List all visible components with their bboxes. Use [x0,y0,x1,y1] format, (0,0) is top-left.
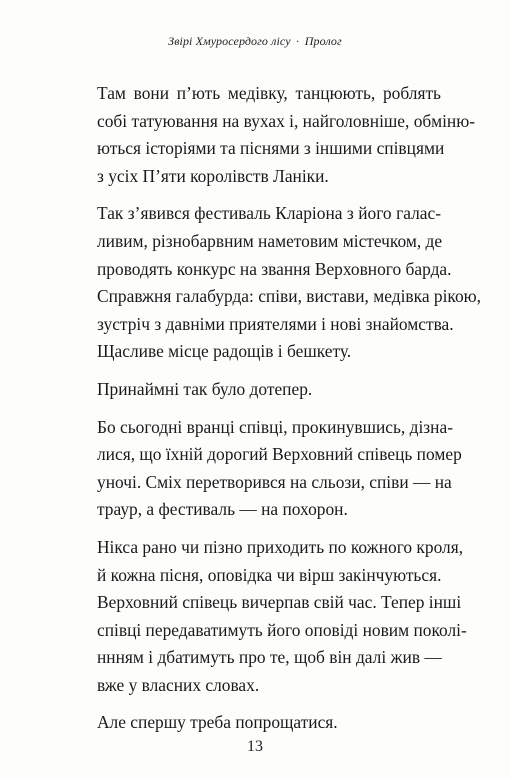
text-line: проводять конкурс на звання Верховного барда. [97,258,452,279]
text-line: ннням і дбатимуть про те, щоб він далі жив — [97,647,442,668]
text-line: лися, що їхній дорогий Верховний співець помер [97,444,462,465]
text-line: траур, а фестиваль — на похорон. [97,499,348,520]
running-head-separator: · [295,34,300,48]
running-head [0,34,510,49]
text-line: ливим, різнобарвним наметовим містечком, де [97,230,443,251]
body-text [87,80,482,747]
text-line: ються історіями та піснями з іншими співцями [97,138,445,159]
text-line: Принаймні так було дотепер. [97,378,313,399]
text-line: Справжня галабурда: співи, вистави, медівка рікою, [97,286,482,307]
paragraph [87,414,462,524]
text-line: Там вони п’ють медівку, танцюють, роблять [97,83,441,103]
text-line: уночі. Сміх перетворився на сльози, співи — на [97,471,452,492]
paragraph [87,709,441,737]
text-line: вже у власних словах. [97,674,260,695]
running-head-section: Пролог [304,34,342,48]
page-number: 13 [247,738,263,755]
paragraph [87,376,441,404]
text-line: Нікса рано чи пізно приходить по кожного кроля, [97,536,464,557]
paragraph [87,534,467,700]
text-line: Щасливе місце радощів і бешкету. [97,341,352,362]
text-line: Бо сьогодні вранці співці, прокинувшись, дізна- [97,416,453,437]
text-line: Так з’явився фестиваль Клаpіона з його галас- [97,203,441,224]
paragraph [87,200,482,366]
running-head-title: Звірі Хмуросердого лісу [168,34,291,48]
text-line: Верховний співець вичерпав свій час. Тепер інші [97,592,462,613]
text-line: зустріч з давніми приятелями і нові знайомства. [97,313,454,334]
text-line: з усіх П’яти королівств Ланіки. [97,165,329,186]
text-line: співці передаватимуть його оповіді новим поколі- [97,619,467,640]
paragraph [87,80,476,190]
text-line: собі татуювання на вухах і, найголовніше, обміню- [97,110,476,131]
text-line: Але спершу треба попрощатися. [97,712,338,733]
text-line: й кожна пісня, оповідка чи вірш закінчуються. [97,564,442,585]
